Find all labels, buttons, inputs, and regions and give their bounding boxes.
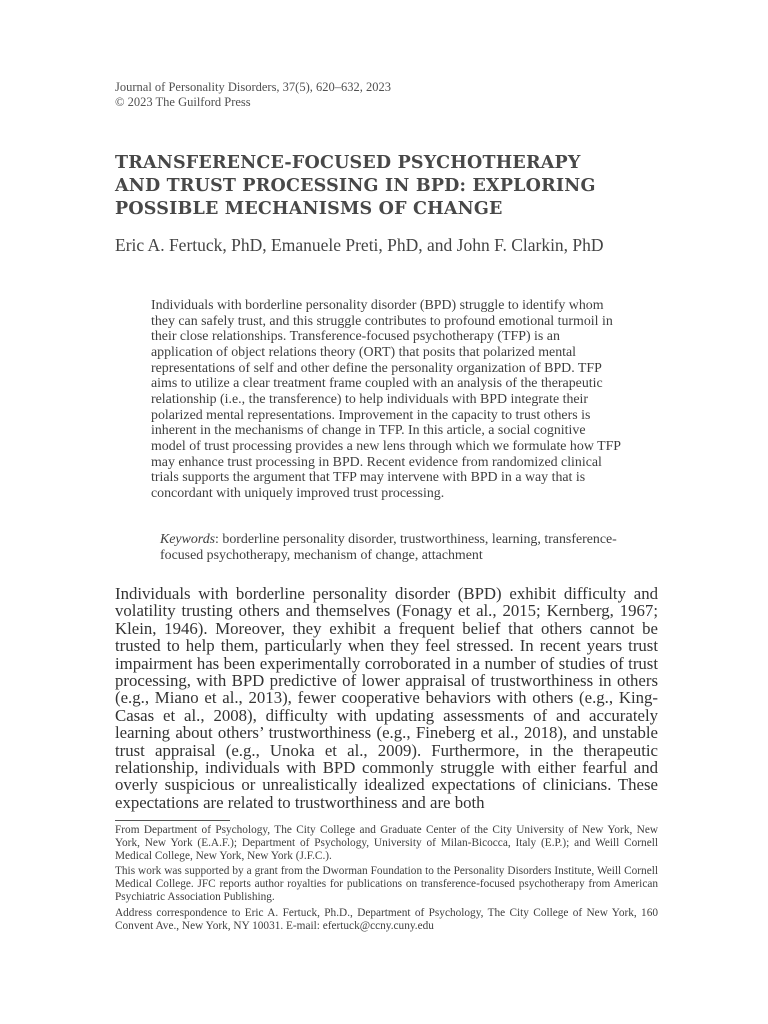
body-text [115, 585, 658, 811]
copyright-notice: © 2023 The Guilford Press [115, 95, 251, 109]
article-title [115, 152, 675, 221]
footnote-correspondence: Address correspondence to Eric A. Fertuck, Ph.D., Department of Psychology, The City College of New York, 160 Convent Ave., New York, NY 10031. E-mail: efertuck@ccny.cuny.edu [115, 906, 658, 932]
footnotes [115, 824, 658, 935]
journal-header [115, 80, 391, 110]
footnote-funding: This work was supported by a grant from the Dworman Foundation to the Personality Disorders Institute, Weill Cornell Medical College. JFC reports author royalties for publications on transference-focused psychotherapy from American Psychiatric Association Publishing. [115, 865, 658, 904]
author-list: Eric A. Fertuck, PhD, Emanuele Preti, PhD, and John F. Clarkin, PhD [115, 235, 604, 255]
abstract-text: Individuals with borderline personality disorder (BPD) struggle to identify whom they can safely trust, and this struggle contributes to profound emotional turmoil in their close relationships. Transference-focused psychotherapy (TFP) is an application of object relations theory (ORT) that posits that polarized mental representations of self and other define the personality organization of BPD. TFP aims to utilize a clear treatment frame coupled with an analysis of the therapeutic relationship (i.e., the transference) to help individuals with BPD integrate their polarized mental representations. Improvement in the capacity to trust others is inherent in the mechanisms of change in TFP. In this article, a social cognitive model of trust processing provides a new lens through which we formulate how TFP may enhance trust processing in BPD. Recent evidence from randomized clinical trials supports the argument that TFP may intervene with BPD in a way that is concordant with uniquely improved trust processing. [151, 298, 621, 501]
keywords-list: : borderline personality disorder, trustworthiness, learning, transference-focused psychotherapy, mechanism of change, attachment [160, 532, 617, 563]
footnote-divider [115, 820, 230, 821]
keywords-label: Keywords [160, 532, 216, 547]
title-line-1: TRANSFERENCE-FOCUSED PSYCHOTHERAPY [115, 153, 581, 173]
footnote-affiliations: From Department of Psychology, The City College and Graduate Center of the City University of New York, New York, New York (E.A.F.); Department of Psychology, University of Milan-Bicocca, Italy (E.P.); and Weill Cornell Medical College, New York, New York (J.F.C.). [115, 824, 658, 863]
title-line-2: AND TRUST PROCESSING IN BPD: EXPLORING [115, 176, 596, 196]
abstract [151, 298, 621, 502]
body-paragraph: Individuals with borderline personality disorder (BPD) exhibit difficulty and volatility trusting others and themselves (Fonagy et al., 2015; Kernberg, 1967; Klein, 1946). Moreover, they exhibit a frequent belief that others cannot be trusted to help them, particularly when they feel stressed. In recent years trust impairment has been experimentally corroborated in a number of studies of trust processing, with BPD predictive of lower appraisal of trustworthiness in others (e.g., Miano et al., 2013), fewer cooperative behaviors with others (e.g., King-Casas et al., 2008), difficulty with updating assessments of and accurately learning about others’ trustworthiness (e.g., Fineberg et al., 2018), and unstable trust appraisal (e.g., Unoka et al., 2009). Furthermore, in the therapeutic relationship, individuals with BPD commonly struggle with either fearful and overly suspicious or unrealistically idealized expectations of clinicians. These expectations are related to trustworthiness and are both [115, 584, 658, 812]
title-line-3: POSSIBLE MECHANISMS OF CHANGE [115, 199, 503, 219]
journal-citation: Journal of Personality Disorders, 37(5), 620–632, 2023 [115, 80, 392, 94]
keywords [160, 532, 630, 564]
